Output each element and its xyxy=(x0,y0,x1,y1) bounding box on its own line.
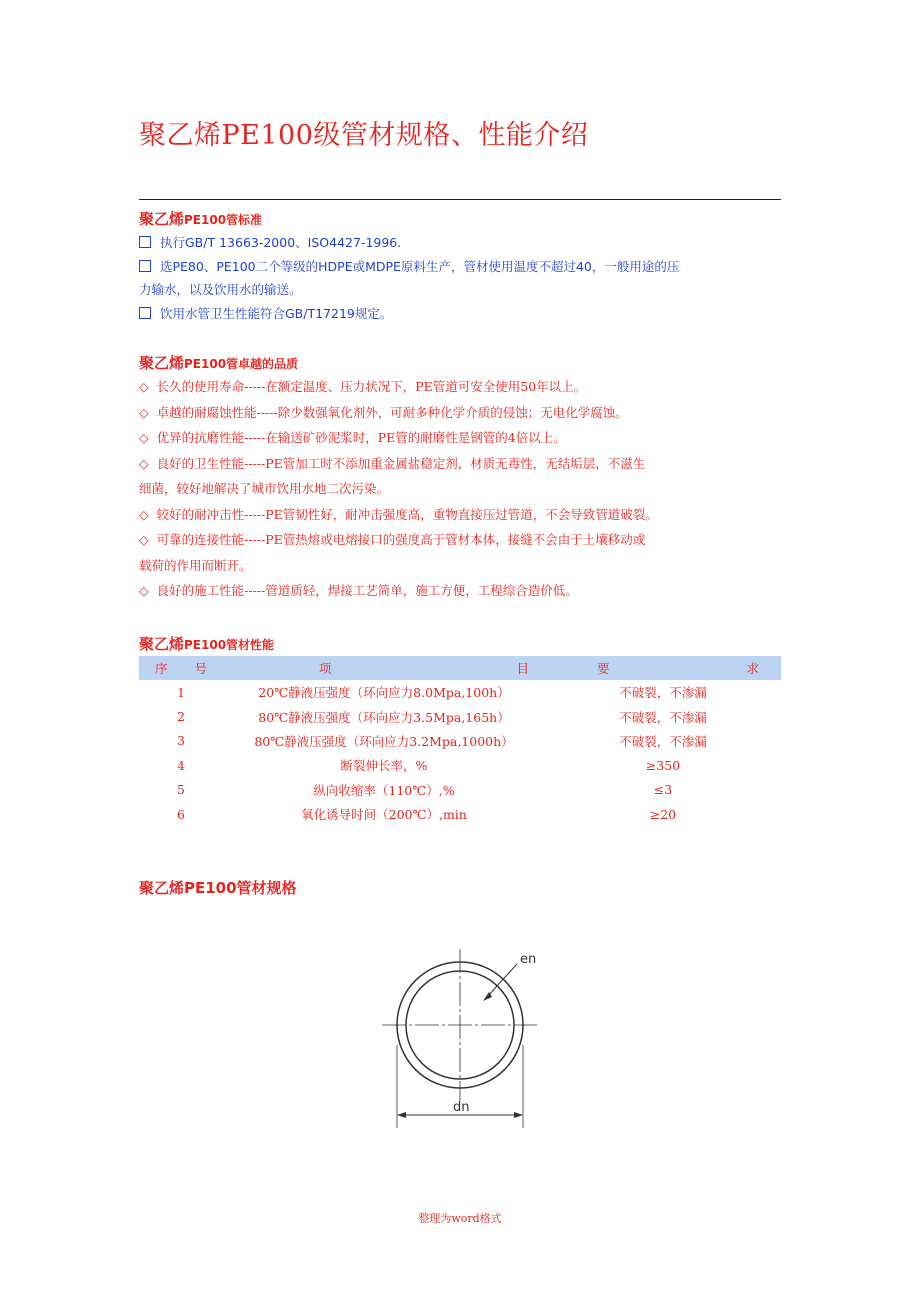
heading-small-text: PE100管卓越的品质 xyxy=(184,357,299,371)
list-item-text: 长久的使用寿命-----在额定温度、压力状况下，PE管道可安全使用50年以上。 xyxy=(156,379,587,394)
title-divider xyxy=(139,199,781,200)
header-char: 要 xyxy=(597,661,610,676)
label-en: en xyxy=(520,952,537,967)
checkbox-bullet-icon xyxy=(139,236,151,248)
cell-item: 80℃静液压强度（环向应力3.5Mpa,165h） xyxy=(258,709,510,725)
section-heading-spec xyxy=(139,877,297,898)
list-item xyxy=(139,578,789,604)
heading-text: 聚乙烯PE100管材规格 xyxy=(139,879,297,897)
list-item-text: 饮用水管卫生性能符合GB/T17219规定。 xyxy=(160,305,393,321)
cell-requirement: 不破裂，不渗漏 xyxy=(619,733,707,749)
cell-no: 5 xyxy=(177,782,185,798)
list-item-text: 载荷的作用而断开。 xyxy=(139,557,252,573)
list-item-text: 细菌，较好地解决了城市饮用水地二次污染。 xyxy=(139,481,390,496)
header-char: 目 xyxy=(516,661,529,676)
list-item-continuation xyxy=(139,553,789,579)
heading-small-text: PE100管标准 xyxy=(184,213,263,227)
list-item-text: 良好的施工性能-----管道质轻，焊接工艺简单，施工方便，工程综合造价低。 xyxy=(156,583,578,598)
header-item xyxy=(223,656,545,680)
cell-no: 2 xyxy=(177,709,185,725)
list-item xyxy=(139,231,789,255)
list-item-continuation xyxy=(139,476,789,502)
diamond-bullet-icon: ◇ xyxy=(139,379,149,394)
cell-item: 断裂伸长率，% xyxy=(340,758,428,774)
list-item xyxy=(139,451,789,477)
cell-requirement: 不破裂，不渗漏 xyxy=(619,685,707,701)
header-no xyxy=(139,656,223,680)
diamond-bullet-icon: ◇ xyxy=(139,430,149,445)
cell-item: 20℃静液压强度（环向应力8.0Mpa,100h） xyxy=(258,685,510,701)
diamond-bullet-icon: ◇ xyxy=(139,455,149,471)
cell-item: 氧化诱导时间（200℃）,min xyxy=(301,807,467,823)
header-char: 号 xyxy=(194,661,207,676)
pipe-cross-section-diagram xyxy=(379,945,539,1130)
heading-small-text: PE100管材性能 xyxy=(184,638,275,652)
list-item xyxy=(139,502,789,528)
header-char: 项 xyxy=(319,661,332,676)
cell-no: 1 xyxy=(177,684,185,700)
cell-no: 3 xyxy=(177,733,185,749)
section-heading-quality xyxy=(139,352,298,373)
list-item xyxy=(139,527,789,553)
list-item-text: 选PE80、PE100二个等级的HDPE或MDPE原料生产，管材使用温度不超过40，一般用途的压 xyxy=(160,258,680,274)
page-title: 聚乙烯PE100级管材规格、性能介绍 xyxy=(139,120,589,151)
diamond-bullet-icon: ◇ xyxy=(139,583,149,598)
list-item-text: 力输水，以及饮用水的输送。 xyxy=(139,282,302,297)
cell-item: 纵向收缩率（110℃）,% xyxy=(313,782,455,798)
diamond-bullet-icon: ◇ xyxy=(139,532,149,547)
list-item-text: 较好的耐冲击性-----PE管韧性好，耐冲击强度高，重物直接压过管道，不会导致管道破裂。 xyxy=(156,506,658,522)
page-footer: 整理为word格式 xyxy=(418,1212,502,1225)
list-item xyxy=(139,374,789,400)
label-dn: dn xyxy=(453,1100,470,1115)
table-row xyxy=(139,680,781,704)
dn-arrow-left xyxy=(397,1112,406,1118)
header-requirement xyxy=(545,656,781,680)
heading-main-text: 聚乙烯 xyxy=(139,635,185,653)
list-item-text: 可靠的连接性能-----PE管热熔或电熔接口的强度高于管材本体，接缝不会由于土壤移动或 xyxy=(156,532,646,547)
list-item-text: 良好的卫生性能-----PE管加工时不添加重金属盐稳定剂，材质无毒性，无结垢层，不滋生 xyxy=(156,455,646,471)
table-row xyxy=(139,753,781,777)
cell-no: 6 xyxy=(177,806,185,822)
list-item-text: 优异的抗磨性能-----在输送矿砂泥浆时，PE管的耐磨性是钢管的4倍以上。 xyxy=(156,430,566,445)
list-item xyxy=(139,255,789,279)
list-item-text: 执行GB/T 13663-2000、ISO4427-1996. xyxy=(160,235,402,250)
diamond-bullet-icon: ◇ xyxy=(139,404,149,420)
heading-main-text: 聚乙烯 xyxy=(139,210,185,228)
table-row xyxy=(139,778,781,802)
checkbox-bullet-icon xyxy=(139,307,151,319)
cell-requirement: 不破裂，不渗漏 xyxy=(619,709,707,725)
list-item-continuation xyxy=(139,278,789,302)
table-header-row xyxy=(139,656,781,680)
header-char: 序 xyxy=(155,661,168,676)
cell-requirement: ≥350 xyxy=(645,757,681,773)
checkbox-bullet-icon xyxy=(139,260,151,272)
section-heading-standard xyxy=(139,208,262,229)
list-item xyxy=(139,425,789,451)
list-item-text: 卓越的耐腐蚀性能-----除少数强氧化剂外，可耐多种化学介质的侵蚀；无电化学腐蚀。 xyxy=(156,404,628,420)
cell-requirement: ≥20 xyxy=(649,806,677,822)
heading-main-text: 聚乙烯 xyxy=(139,354,185,372)
performance-table xyxy=(139,656,781,826)
list-item xyxy=(139,400,789,426)
table-row xyxy=(139,729,781,753)
cell-no: 4 xyxy=(177,757,185,773)
header-char: 求 xyxy=(746,661,759,676)
cell-requirement: ≤3 xyxy=(653,782,673,798)
diamond-bullet-icon: ◇ xyxy=(139,506,149,522)
dn-arrow-right xyxy=(514,1112,523,1118)
table-row xyxy=(139,802,781,826)
standard-list xyxy=(139,231,789,325)
table-row xyxy=(139,704,781,728)
section-heading-performance xyxy=(139,633,274,654)
cell-item: 80℃静液压强度（环向应力3.2Mpa,1000h） xyxy=(254,733,514,749)
quality-list xyxy=(139,374,789,604)
list-item xyxy=(139,302,789,326)
